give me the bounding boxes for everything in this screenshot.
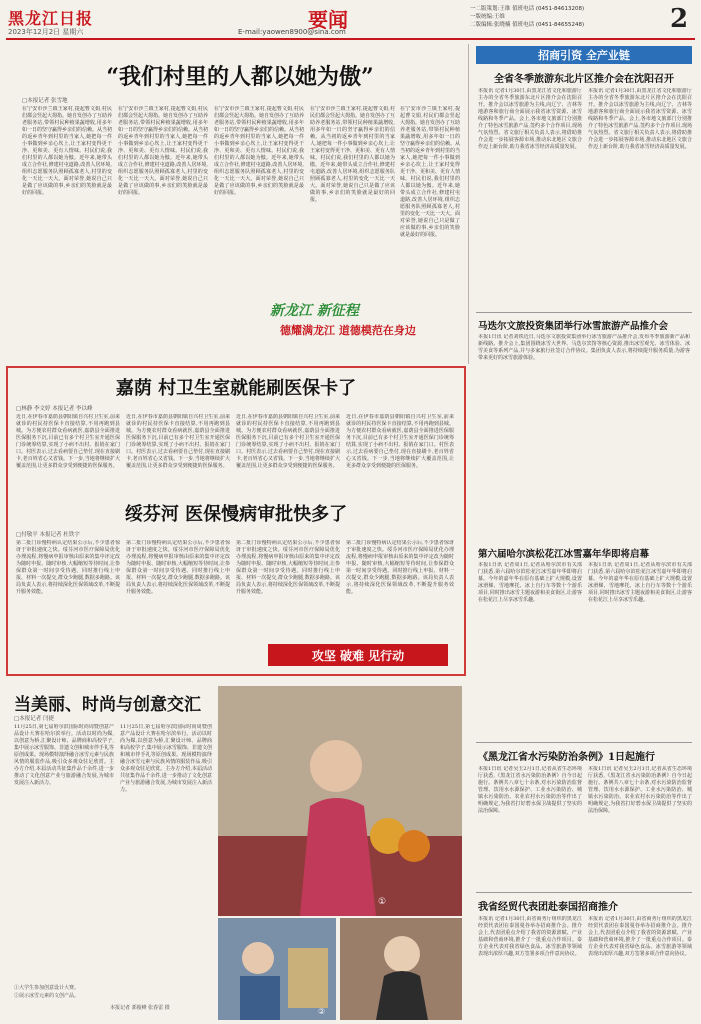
box-article-1-col-1: 近日,在伊春市嘉荫县朝阳镇自兴村卫生室,前来就诊的村民持医保卡直接结算,不用再跑到县城。为方便农村群众看病就医,嘉荫县全面推进医保服务下沉,目前已有多个村卫生室开通医保门诊统筹结算,实现了小病不出村、报销在家门口。村医表示,过去看病要自己垫付,现在直接刷卡,老百姓省心又省钱。下一步,当地将继续扩大覆盖范围,让更多群众享受到便捷的医保服务。 bbox=[16, 414, 120, 469]
box-article-2-title: 绥芬河 医保慢病审批快多了 bbox=[124, 504, 348, 525]
section-title: 要闻 bbox=[308, 8, 348, 32]
investment-article-col-1: 本报讯 记者1月30日,由省商务厅组织的黑龙江经贸代表团在泰国曼谷举办招商推介会。推介会上,代表团重点介绍了我省的资源禀赋、产业基础和营商环境,推介了一批重点合作项目。泰方企业代表对我省绿色食品、冰雪旅游等领域表现出浓厚兴趣,双方签署多项合作意向协议。 bbox=[478, 916, 582, 957]
regulation-article-title: 《黑龙江省水污染防治条例》1日起施行 bbox=[478, 752, 655, 763]
culture-article-col-2: 11月25日,第七届哈尔滨国际时尚周暨创意产品设计大赛在哈尔滨举行。活动以时尚为媒,以创意为桥,汇聚设计师、品牌商和高校学子,集中展示冰雪服饰、非遗文创和城市伴手礼等原创成果。现场模特演绎融合冰雪元素与民族风情的服装作品,吸引众多观众驻足欣赏。主办方介绍,本届活动共征集作品千余件,进一步推动了文化创意产业与旅游融合发展,为城市发展注入新活力。 bbox=[120, 724, 212, 793]
right-article-1-col-1: 本报讯 记者1月30日,由黑龙江省文化和旅游厅主办的全省冬季旅游东北片区推介会在沈阳召开。推介会以冰雪旅游为主线,向辽宁、吉林等地游客和旅行商全面展示我省冰雪资源、冰雪线路和冬季产品。会上,各市地文旅部门分别推介了特色冰雪旅游产品,签约多个合作项目,现场气氛热烈。省文旅厅相关负责人表示,将借助推介会进一步拓展客源市场,推动东北地区文旅合作迈上新台阶,助力我省冰雪经济高质量发展。 bbox=[478, 88, 582, 150]
fashion-main-photo bbox=[218, 686, 462, 916]
right-article-1-title: 全省冬季旅游东北片区推介会在沈阳召开 bbox=[494, 74, 674, 85]
svg-text:①: ① bbox=[378, 897, 387, 907]
photo-caption-2: ②展示冰雪元素的文创产品。 bbox=[14, 993, 80, 999]
investment-banner: 招商引资 全产业链 bbox=[476, 46, 692, 64]
main-article-col-3: 在宁安市沙兰镇王家村,提起曹文娟,村民们都会竖起大拇指。她自发创办了互助养老服务站,带领村民种植果蔬增收,用多年如一日的坚守赢得乡亲们的信赖。从当初的返乡青年到村里的当家人,她把每一件小事做到乡亲心坎上,让王家村变得更干净、更和美、更有人情味。村民们说,我们村里的人都以她为傲。近年来,她带头成立合作社,修建村屯道路,改善人居环境,组织志愿服务队照顾孤寡老人,村里的变化一天比一天大。面对荣誉,她说自己只是做了应该做的事,乡亲们的笑脸就是最好的回报。 bbox=[214, 106, 304, 196]
banner-line-2: 德耀满龙江 道德模范在身边 bbox=[280, 324, 416, 337]
header-rule bbox=[6, 38, 695, 40]
box-article-2-col-2: 第二批门诊慢特病认定结果公示后,不少患者惊讶于审批速度之快。绥芬河市医疗保障局优化办理流程,将慢病申报审核由原来的集中评定改为随时申报、随时审核,大幅缩短等待时间,让参保群众第一时间享受待遇。同时推行线上申报、材料一次提交,群众少跑腿,数据多跑路。该局负责人表示,将持续深化医保领域改革,不断提升服务效能。 bbox=[126, 540, 230, 595]
newspaper-name: 黑龙江日报 bbox=[8, 9, 94, 28]
culture-article-col-1: 11月25日,第七届哈尔滨国际时尚周暨创意产品设计大赛在哈尔滨举行。活动以时尚为媒,以创意为桥,汇聚设计师、品牌商和高校学子,集中展示冰雪服饰、非遗文创和城市伴手礼等原创成果。现场模特演绎融合冰雪元素与民族风情的服装作品,吸引众多观众驻足欣赏。主办方介绍,本届活动共征集作品千余件,进一步推动了文化创意产业与旅游融合发展,为城市发展注入新活力。 bbox=[14, 724, 114, 786]
photo-illustration-2 bbox=[218, 918, 336, 1020]
right-divider-2 bbox=[476, 742, 692, 743]
page-number: 2 bbox=[670, 4, 689, 34]
right-article-3-col-2: 本报1日讯 记者周1日,记者从哈尔滨市有关部门获悉,第六届哈尔滨松花江冰雪嘉年华即将启幕。今年的嘉年华在原有基础上扩大规模,设置冰滑梯、雪地摩托、冰上自行车等数十个游乐项目,同时推出冰雪主题夜游和美食街区,让游客在松花江上尽享冰雪乐趣。 bbox=[588, 562, 692, 603]
box-article-1-title: 嘉荫 村卫生室就能刷医保卡了 bbox=[115, 378, 357, 399]
right-article-3-col-1: 本报1日讯 记者周1日,记者从哈尔滨市有关部门获悉,第六届哈尔滨松花江冰雪嘉年华即将启幕。今年的嘉年华在原有基础上扩大规模,设置冰滑梯、雪地摩托、冰上自行车等数十个游乐项目,同时推出冰雪主题夜游和美食街区,让游客在松花江上尽享冰雪乐趣。 bbox=[478, 562, 582, 603]
box-article-2-col-3: 第二批门诊慢特病认定结果公示后,不少患者惊讶于审批速度之快。绥芬河市医疗保障局优化办理流程,将慢病申报审核由原来的集中评定改为随时申报、随时审核,大幅缩短等待时间,让参保群众第一时间享受待遇。同时推行线上申报、材料一次提交,群众少跑腿,数据多跑路。该局负责人表示,将持续深化医保领域改革,不断提升服务效能。 bbox=[236, 540, 340, 595]
box-article-2-byline: □付敬平 本报记者 杜铁宇 bbox=[16, 532, 80, 538]
banner-line-1: 新龙江 新征程 bbox=[270, 303, 359, 319]
main-article-col-2: 在宁安市沙兰镇王家村,提起曹文娟,村民们都会竖起大拇指。她自发创办了互助养老服务站,带领村民种植果蔬增收,用多年如一日的坚守赢得乡亲们的信赖。从当初的返乡青年到村里的当家人,她把每一件小事做到乡亲心坎上,让王家村变得更干净、更和美、更有人情味。村民们说,我们村里的人都以她为傲。近年来,她带头成立合作社,修建村屯道路,改善人居环境,组织志愿服务队照顾孤寡老人,村里的变化一天比一天大。面对荣誉,她说自己只是做了应该做的事,乡亲们的笑脸就是最好的回报。 bbox=[118, 106, 208, 196]
main-article-col-5: 在宁安市沙兰镇王家村,提起曹文娟,村民们都会竖起大拇指。她自发创办了互助养老服务站,带领村民种植果蔬增收,用多年如一日的坚守赢得乡亲们的信赖。从当初的返乡青年到村里的当家人,她把每一件小事做到乡亲心坎上,让王家村变得更干净、更和美、更有人情味。村民们说,我们村里的人都以她为傲。近年来,她带头成立合作社,修建村屯道路,改善人居环境,组织志愿服务队照顾孤寡老人,村里的变化一天比一天大。面对荣誉,她说自己只是做了应该做的事,乡亲们的笑脸就是最好的回报。 bbox=[400, 106, 460, 238]
regulation-article-col-2: 本报1日讯 记者吴玉2月1日,记者从省生态环境厅获悉,《黑龙江省水污染防治条例》自今日起施行。条例共八章七十余条,对水污染防治监督管理、饮用水水源保护、工业水污染防治、城镇水污染防治、农业农村水污染防治等作出了明确规定,为我省打好碧水保卫战提供了坚实的法治保障。 bbox=[588, 766, 692, 814]
box-article-2-col-4: 第二批门诊慢特病认定结果公示后,不少患者惊讶于审批速度之快。绥芬河市医疗保障局优化办理流程,将慢病申报审核由原来的集中评定改为随时申报、随时审核,大幅缩短等待时间,让参保群众第一时间享受待遇。同时推行线上申报、材料一次提交,群众少跑腿,数据多跑路。该局负责人表示,将持续深化医保领域改革,不断提升服务效能。 bbox=[346, 540, 454, 595]
contact-line: 二版编辑:张晓楠 值班电话 (0451-84655248) bbox=[470, 22, 585, 28]
box-article-1-col-3: 近日,在伊春市嘉荫县朝阳镇自兴村卫生室,前来就诊的村民持医保卡直接结算,不用再跑到县城。为方便农村群众看病就医,嘉荫县全面推进医保服务下沉,目前已有多个村卫生室开通医保门诊统筹结算,实现了小病不出村、报销在家门口。村医表示,过去看病要自己垫付,现在直接刷卡,老百姓省心又省钱。下一步,当地将继续扩大覆盖范围,让更多群众享受到便捷的医保服务。 bbox=[236, 414, 340, 469]
box-article-1-byline: □林静 李文婷 本报记者 李以峰 bbox=[16, 406, 93, 412]
medical-insurance-box bbox=[6, 366, 466, 676]
right-divider bbox=[476, 312, 692, 313]
photo-illustration-3 bbox=[340, 918, 462, 1020]
right-article-2-body: 本报1日讯 记者刘铁近日,马迭尔文旅投资集团举行冰雪旅游产品推介会,发布冬季旅游新产品和新线路。推介会上,集团围绕冰雪大世界、马迭尔宾馆等核心资源,推出冰雪观光、冰雪体验、冰雪美食等系列产品,并与多家旅行社签订合作协议。集团负责人表示,将持续提升服务质量,为游客带来更好的冰雪旅游体验。 bbox=[478, 334, 690, 361]
photo-caption-1: ①大学生参加创意设计大赛。 bbox=[14, 985, 80, 991]
main-article-col-4: 在宁安市沙兰镇王家村,提起曹文娟,村民们都会竖起大拇指。她自发创办了互助养老服务站,带领村民种植果蔬增收,用多年如一日的坚守赢得乡亲们的信赖。从当初的返乡青年到村里的当家人,她把每一件小事做到乡亲心坎上,让王家村变得更干净、更和美、更有人情味。村民们说,我们村里的人都以她为傲。近年来,她带头成立合作社,修建村屯道路,改善人居环境,组织志愿服务队照顾孤寡老人,村里的变化一天比一天大。面对荣誉,她说自己只是做了应该做的事,乡亲们的笑脸就是最好的回报。 bbox=[310, 106, 395, 203]
photo-credit: 本报记者 郭俊峰 张春雷 摄 bbox=[110, 1005, 170, 1011]
editor-contacts bbox=[470, 5, 660, 29]
svg-text:②: ② bbox=[318, 1007, 326, 1016]
photo-illustration bbox=[218, 686, 462, 916]
culture-article-title: 当美丽、时尚与创意交汇 bbox=[14, 695, 201, 715]
column-divider bbox=[468, 44, 469, 364]
main-article-byline: □本报记者 张雪地 bbox=[22, 98, 68, 104]
culture-article-byline: □本报记者 闫捷 bbox=[14, 716, 54, 722]
investment-article-title: 我省经贸代表团赴泰国招商推介 bbox=[478, 902, 618, 913]
investment-article-col-2: 本报讯 记者1月30日,由省商务厅组织的黑龙江经贸代表团在泰国曼谷举办招商推介会。推介会上,代表团重点介绍了我省的资源禀赋、产业基础和营商环境,推介了一批重点合作项目。泰方企业代表对我省绿色食品、冰雪旅游等领域表现出浓厚兴趣,双方签署多项合作意向协议。 bbox=[588, 916, 692, 957]
fashion-photo-2 bbox=[218, 918, 336, 1020]
moral-model-banner bbox=[270, 300, 470, 344]
section-email: E-mail:yaowen8900@sina.com bbox=[238, 28, 346, 36]
contact-line: 一二版策划:王维 值班电话 (0451-84613208) bbox=[470, 6, 585, 12]
issue-date: 2023年12月2日 星期六 bbox=[8, 28, 84, 36]
main-article-title: “我们村里的人都以她为傲” bbox=[106, 64, 374, 90]
contact-line: 一版统编:王维 bbox=[470, 14, 505, 20]
right-article-1-col-2: 本报讯 记者1月30日,由黑龙江省文化和旅游厅主办的全省冬季旅游东北片区推介会在沈阳召开。推介会以冰雪旅游为主线,向辽宁、吉林等地游客和旅行商全面展示我省冰雪资源、冰雪线路和冬季产品。会上,各市地文旅部门分别推介了特色冰雪旅游产品,签约多个合作项目,现场气氛热烈。省文旅厅相关负责人表示,将借助推介会进一步拓展客源市场,推动东北地区文旅合作迈上新台阶,助力我省冰雪经济高质量发展。 bbox=[588, 88, 692, 150]
right-divider-3 bbox=[476, 892, 692, 893]
regulation-article-col-1: 本报1日讯 记者吴玉2月1日,记者从省生态环境厅获悉,《黑龙江省水污染防治条例》自今日起施行。条例共八章七十余条,对水污染防治监督管理、饮用水水源保护、工业水污染防治、城镇水污染防治、农业农村水污染防治等作出了明确规定,为我省打好碧水保卫战提供了坚实的法治保障。 bbox=[478, 766, 582, 814]
main-article-col-1: 在宁安市沙兰镇王家村,提起曹文娟,村民们都会竖起大拇指。她自发创办了互助养老服务站,带领村民种植果蔬增收,用多年如一日的坚守赢得乡亲们的信赖。从当初的返乡青年到村里的当家人,她把每一件小事做到乡亲心坎上,让王家村变得更干净、更和美、更有人情味。村民们说,我们村里的人都以她为傲。近年来,她带头成立合作社,修建村屯道路,改善人居环境,组织志愿服务队照顾孤寡老人,村里的变化一天比一天大。面对荣誉,她说自己只是做了应该做的事,乡亲们的笑脸就是最好的回报。 bbox=[22, 106, 112, 196]
fashion-photo-3 bbox=[340, 918, 462, 1020]
right-article-2-title: 马迭尔文旅投资集团举行冰雪旅游产品推介会 bbox=[478, 321, 669, 332]
campaign-banner: 攻坚 破难 见行动 bbox=[268, 644, 448, 666]
box-article-1-col-4: 近日,在伊春市嘉荫县朝阳镇自兴村卫生室,前来就诊的村民持医保卡直接结算,不用再跑到县城。为方便农村群众看病就医,嘉荫县全面推进医保服务下沉,目前已有多个村卫生室开通医保门诊统筹结算,实现了小病不出村、报销在家门口。村医表示,过去看病要自己垫付,现在直接刷卡,老百姓省心又省钱。下一步,当地将继续扩大覆盖范围,让更多群众享受到便捷的医保服务。 bbox=[346, 414, 454, 469]
right-article-3-title: 第六届哈尔滨松花江冰雪嘉年华即将启幕 bbox=[478, 549, 650, 560]
box-article-1-col-2: 近日,在伊春市嘉荫县朝阳镇自兴村卫生室,前来就诊的村民持医保卡直接结算,不用再跑到县城。为方便农村群众看病就医,嘉荫县全面推进医保服务下沉,目前已有多个村卫生室开通医保门诊统筹结算,实现了小病不出村、报销在家门口。村医表示,过去看病要自己垫付,现在直接刷卡,老百姓省心又省钱。下一步,当地将继续扩大覆盖范围,让更多群众享受到便捷的医保服务。 bbox=[126, 414, 230, 469]
box-article-2-col-1: 第二批门诊慢特病认定结果公示后,不少患者惊讶于审批速度之快。绥芬河市医疗保障局优化办理流程,将慢病申报审核由原来的集中评定改为随时申报、随时审核,大幅缩短等待时间,让参保群众第一时间享受待遇。同时推行线上申报、材料一次提交,群众少跑腿,数据多跑路。该局负责人表示,将持续深化医保领域改革,不断提升服务效能。 bbox=[16, 540, 120, 595]
